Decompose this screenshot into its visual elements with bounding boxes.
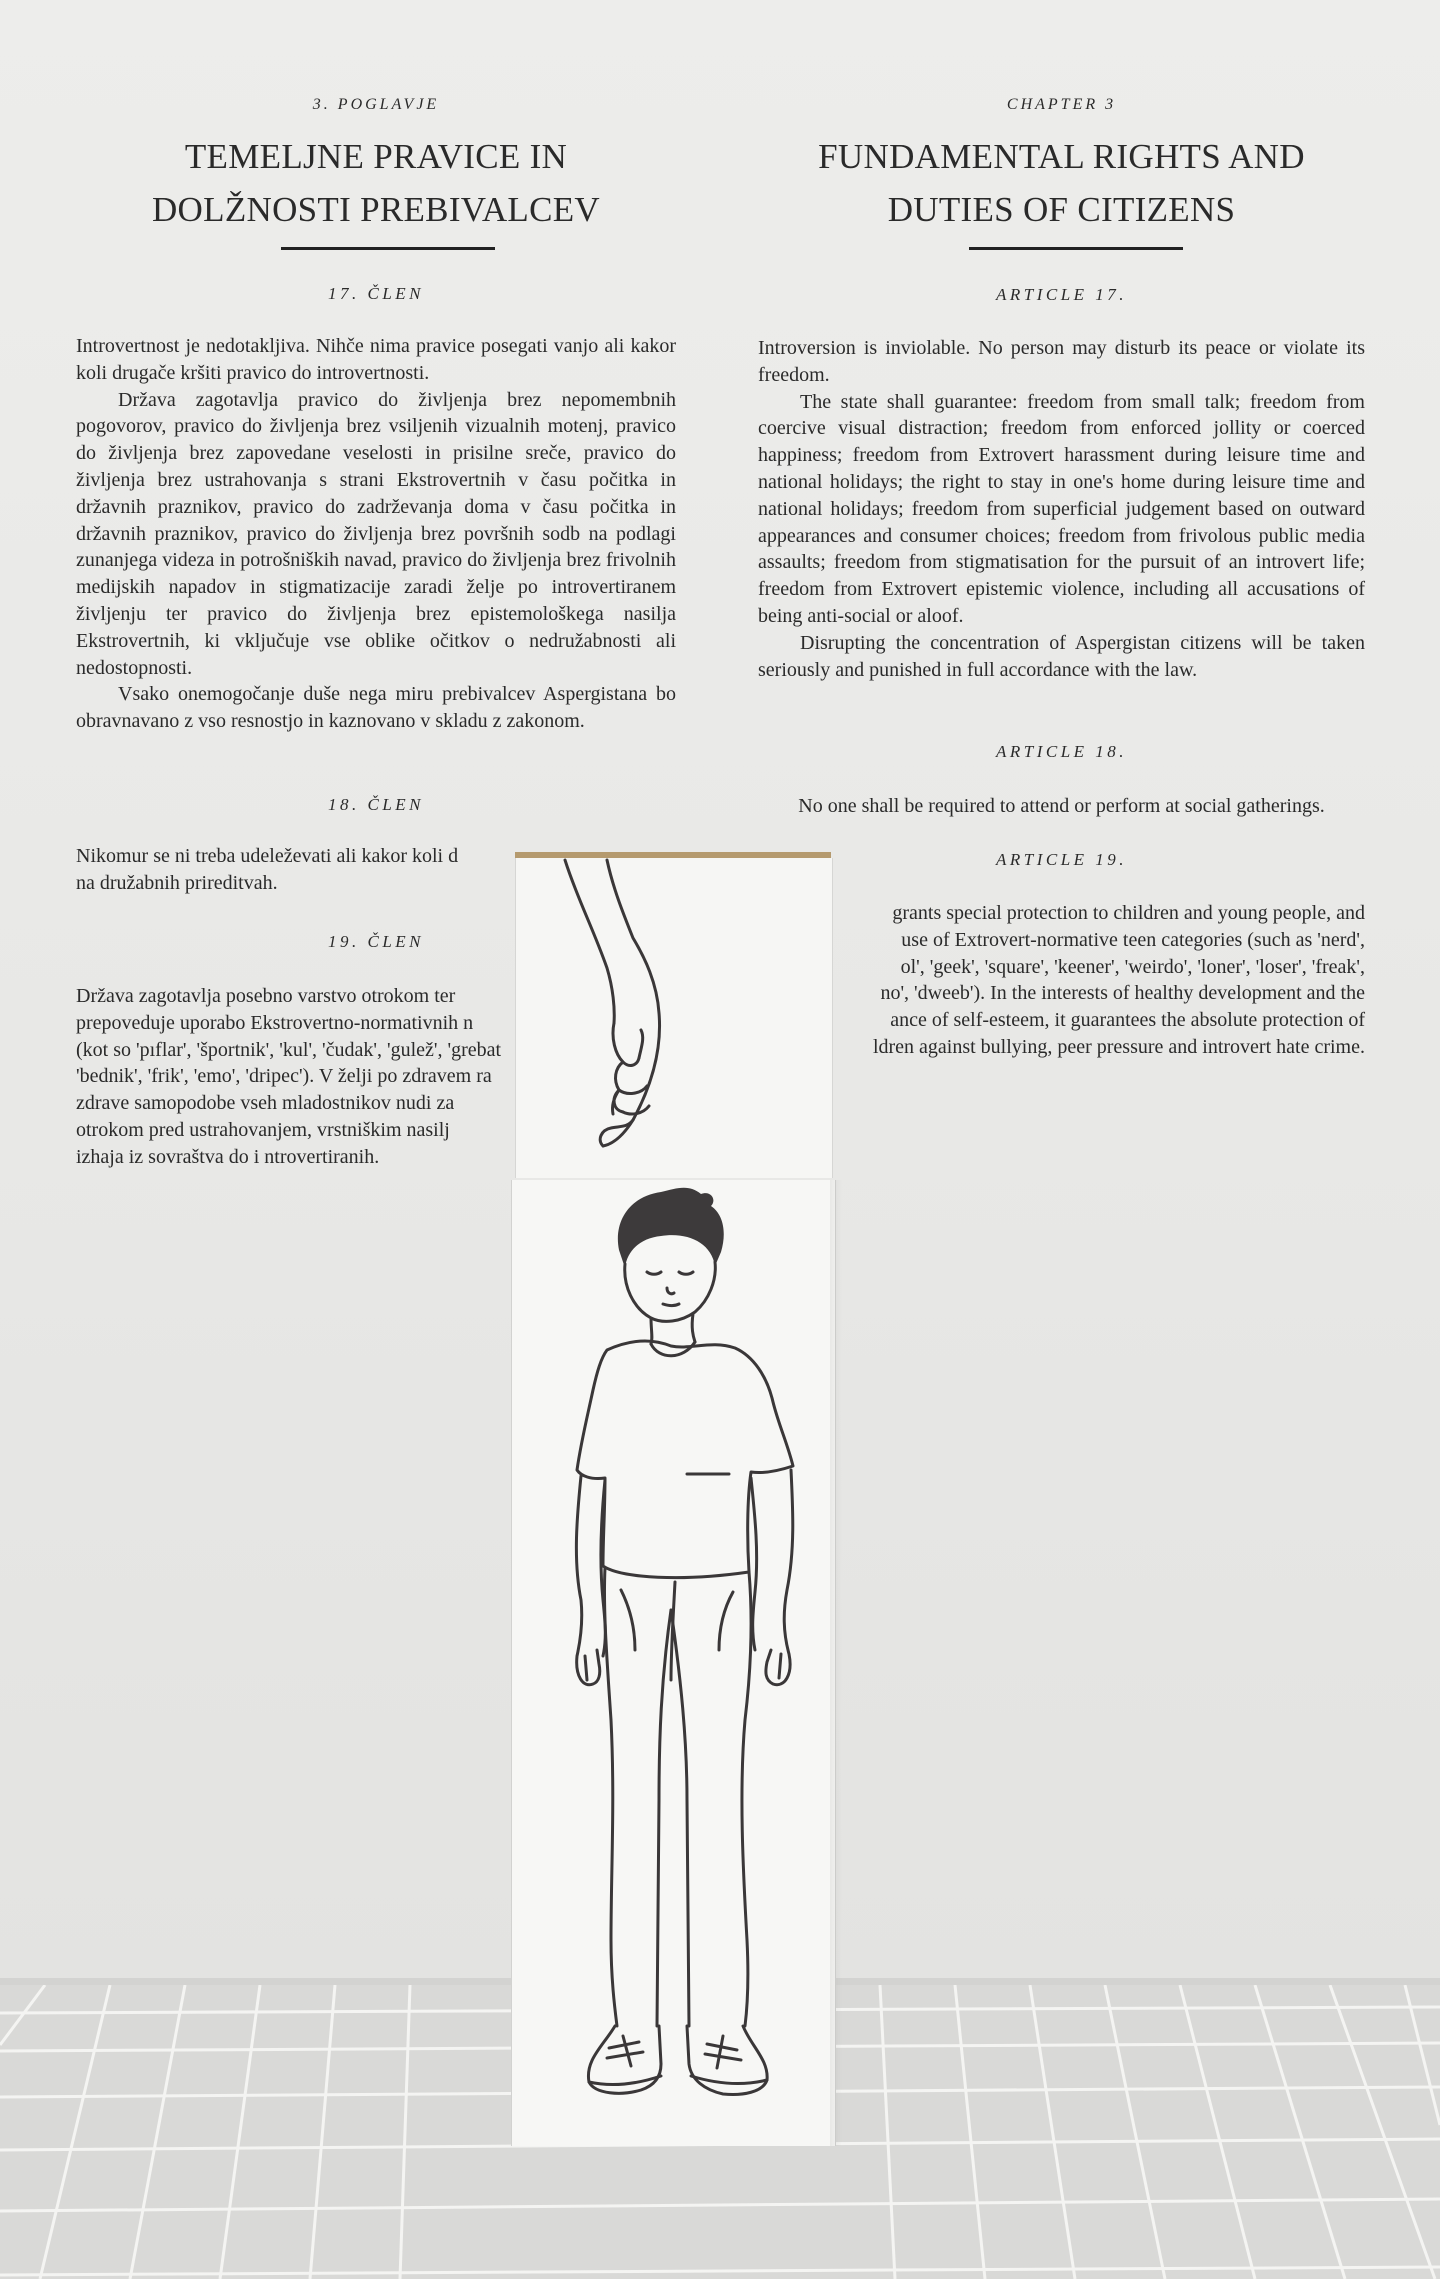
article-17-p3-en: Disrupting the concentration of Aspergistan citizens will be taken seriously and punished in full accordance with the law. xyxy=(758,631,1365,681)
article-18-line2-sl: na družabnih prireditvah. xyxy=(76,871,278,894)
chapter-title-sl xyxy=(76,130,676,236)
article-18-line1-sl: Nikomur se ni treba udeleževati ali kakor koli d xyxy=(76,845,459,867)
chapter-label-sl: 3. POGLAVJE xyxy=(312,96,440,113)
chapter-label-en: CHAPTER 3 xyxy=(1006,96,1117,113)
article-17-p3-sl: Vsako onemogočanje duše nega miru prebivalcev Aspergistana bo obravnavano z vso resnostjo in kaznovano v skladu z zakonom. xyxy=(76,683,676,733)
boy-drawing xyxy=(511,1180,834,2146)
chapter-title-en-line1: FUNDAMENTAL RIGHTS AND xyxy=(818,137,1305,176)
article-17-body-en xyxy=(758,335,1365,683)
article-19-heading-en: ARTICLE 19. xyxy=(995,850,1128,869)
chapter-title-sl-line1: TEMELJNE PRAVICE IN xyxy=(184,137,568,176)
article-19-line-en: ance of self-esteem, it guarantees the absolute protection of xyxy=(890,1009,1365,1032)
article-19-line-en: grants special protection to children and young people, and xyxy=(892,902,1365,924)
article-18-heading-sl: 18. ČLEN xyxy=(327,795,425,814)
article-19-body-en xyxy=(758,900,1365,1061)
article-19-line-en: use of Extrovert-normative teen categories (such as 'nerd', xyxy=(901,928,1365,951)
article-17-body-sl xyxy=(76,333,676,735)
article-17-heading-sl: 17. ČLEN xyxy=(327,284,425,303)
article-19-heading-sl: 19. ČLEN xyxy=(327,932,425,951)
chapter-title-sl-line2: DOLŽNOSTI PREBIVALCEV xyxy=(151,190,601,229)
article-17-heading-en: ARTICLE 17. xyxy=(995,285,1128,304)
article-19-line-sl: zdrave samopodobe vseh mladostnikov nudi za xyxy=(76,1092,455,1115)
article-17-p1-en: Introversion is inviolable. No person may disturb its peace or violate its freedom. xyxy=(758,337,1365,386)
hand-drawing xyxy=(515,858,831,1178)
article-19-line-sl: otrokom pred ustrahovanjem, vrstniškim nasilj xyxy=(76,1118,450,1141)
article-19-line-sl: (kot so 'pıflar', 'športnik', 'kul', 'čudak', 'gulež', 'grebat xyxy=(76,1038,502,1061)
article-19-line-en: ol', 'geek', 'square', 'keener', 'weirdo', 'loner', 'loser', 'freak', xyxy=(900,955,1365,978)
article-18-body-en: No one shall be required to attend or perform at social gatherings. xyxy=(798,795,1325,817)
title-rule-en xyxy=(969,247,1183,250)
title-rule-sl xyxy=(281,247,495,250)
article-18-heading-en: ARTICLE 18. xyxy=(995,742,1128,761)
chapter-title-en-line2: DUTIES OF CITIZENS xyxy=(887,190,1236,229)
article-17-p1-sl: Introvertnost je nedotakljiva. Nihče nima pravice posegati vanjo ali kakor koli drugače kršiti pravico do introvertnosti. xyxy=(76,335,676,384)
article-19-line-sl: 'bednik', 'frik', 'emo', 'dripec'). V želji po zdravem ra xyxy=(76,1065,492,1088)
article-17-p2-sl: Država zagotavlja pravico do življenja brez nepomembnih pogovorov, pravico do življenja brez vsiljenih vizualnih motenj, pravico do življenja brez zapovedane veselosti in prisilne sreče, pravico do življenja brez ustrahovanja s strani Ekstrovertnih v času počitka in državnih praznikov, pravico do zadrževanja doma v času počitka in državnih praznikov, pravico do življenja brez površnih sodb na podlagi zunanjega videza in potrošniških navad, pravico do življenja brez frivolnih medijskih napadov in stigmatizacije zaradi želje po introvertiranem življenju ter pravico do življenja brez epistemološkega nasilja Ekstrovertnih, ki vključuje vse oblike očitkov o nedružabnosti ali nedostopnosti. xyxy=(76,388,676,679)
chapter-title-en xyxy=(758,130,1365,236)
article-19-line-sl: izhaja iz sovraštva do i ntrovertiranih. xyxy=(76,1145,380,1168)
article-19-line-sl: prepoveduje uporabo Ekstrovertno-normativnih n xyxy=(76,1011,474,1034)
hair-shape xyxy=(618,1188,724,1268)
article-19-line-sl: Država zagotavlja posebno varstvo otrokom ter xyxy=(76,985,456,1007)
article-17-p2-en: The state shall guarantee: freedom from small talk; freedom from coercive visual distraction; freedom from enforced jollity or coerced happiness; freedom from Extrovert harassment during leisure time and national holidays; the right to stay in one's home during leisure time and national holidays; freedom from superficial judgement based on outward appearances and consumer choices; freedom from frivolous public media assaults; freedom from stigmatisation for the pursuit of an introvert life; freedom from Extrovert epistemic violence, including all accusations of being anti-social or aloof. xyxy=(758,390,1365,627)
article-19-line-en: no', 'dweeb'). In the interests of healthy development and the xyxy=(880,982,1365,1005)
article-19-line-en: ldren against bullying, peer pressure and introvert hate crime. xyxy=(872,1035,1365,1058)
